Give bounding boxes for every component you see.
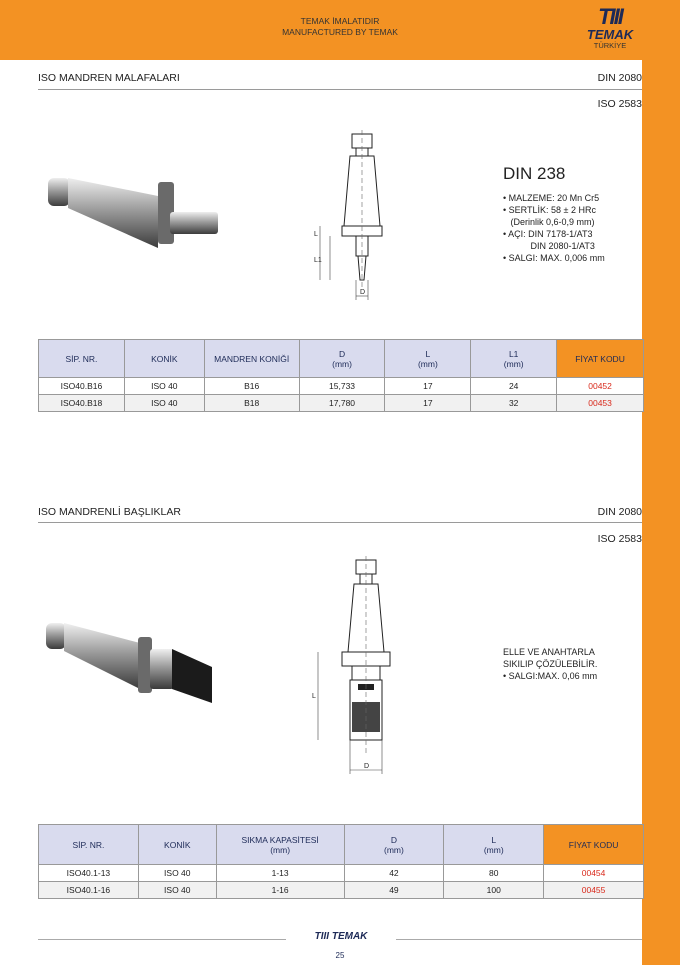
- section1-spec-line: (Derinlik 0,6-0,9 mm): [503, 217, 595, 227]
- col-header-l1: L1 (mm): [471, 340, 557, 378]
- cell-order-no: ISO40.1-16: [39, 882, 139, 899]
- section1-divider: [38, 89, 642, 90]
- col-header-order-no: SİP. NR.: [39, 340, 125, 378]
- cell-l: 80: [444, 865, 544, 882]
- section2-table: [38, 824, 644, 899]
- section1-spec-title: DIN 238: [503, 164, 566, 183]
- drawing2-label-l: L: [312, 693, 316, 700]
- table-row: [39, 378, 644, 395]
- cell-l1: 32: [471, 395, 557, 412]
- table-row: [39, 395, 644, 412]
- section2-title: ISO MANDRENLİ BAŞLIKLAR: [38, 506, 181, 518]
- footer-rule-right: [396, 939, 642, 940]
- section2-standard-din: DIN 2080: [597, 506, 642, 518]
- cell-d: 49: [344, 882, 444, 899]
- chuck-head-photo: [40, 615, 220, 715]
- col-header-d: D (mm): [344, 825, 444, 865]
- section1-spec: [503, 164, 605, 264]
- section2-divider: [38, 522, 642, 523]
- cell-price-code: 00454: [544, 865, 644, 882]
- cell-chuck-taper: B16: [204, 378, 299, 395]
- section1-spec-line: DIN 2080-1/AT3: [503, 241, 595, 251]
- section2-spec-line: ELLE VE ANAHTARLA: [503, 647, 595, 657]
- cell-l1: 24: [471, 378, 557, 395]
- section1-spec-line: • AÇI: DIN 7178-1/AT3: [503, 229, 593, 239]
- section1-title: ISO MANDREN MALAFALARI: [38, 72, 180, 84]
- col-header-l: L (mm): [444, 825, 544, 865]
- table-header-row: [39, 340, 644, 378]
- table-row: [39, 865, 644, 882]
- col-header-clamping-capacity: SIKMA KAPASİTESİ (mm): [216, 825, 344, 865]
- drawing1-label-d: D: [360, 289, 366, 296]
- drawing1-label-l: L: [314, 231, 318, 238]
- cell-d: 42: [344, 865, 444, 882]
- drawing2-label-d: D: [364, 763, 370, 770]
- section1-standard-din: DIN 2080: [597, 72, 642, 84]
- section2-spec: [503, 646, 597, 682]
- drawing1-label-l1: L1: [314, 257, 322, 264]
- section1-table: [38, 339, 644, 412]
- footer-logo: TIII TEMAK: [314, 931, 368, 942]
- cell-price-code: 00455: [544, 882, 644, 899]
- cell-taper: ISO 40: [124, 378, 204, 395]
- section2-standard-iso: ISO 2583: [597, 533, 642, 545]
- section1-spec-line: • MALZEME: 20 Mn Cr5: [503, 193, 600, 203]
- col-header-price-code: FİYAT KODU: [544, 825, 644, 865]
- temak-logo: [578, 6, 642, 51]
- cell-l: 17: [385, 378, 471, 395]
- table-header-row: [39, 825, 644, 865]
- cell-l: 100: [444, 882, 544, 899]
- page-number: 25: [335, 951, 345, 960]
- cell-d: 15,733: [299, 378, 385, 395]
- table-row: [39, 882, 644, 899]
- col-header-order-no: SİP. NR.: [39, 825, 139, 865]
- cell-clamping-capacity: 1-13: [216, 865, 344, 882]
- section1-spec-line: • SALGI: MAX. 0,006 mm: [503, 253, 605, 263]
- chuck-head-technical-drawing: [300, 556, 410, 776]
- footer-rule-left: [38, 939, 286, 940]
- cell-chuck-taper: B18: [204, 395, 299, 412]
- cell-order-no: ISO40.B16: [39, 378, 125, 395]
- section2-spec-line: • SALGI:MAX. 0,06 mm: [503, 671, 598, 681]
- cell-order-no: ISO40.B18: [39, 395, 125, 412]
- cell-clamping-capacity: 1-16: [216, 882, 344, 899]
- col-header-taper: KONİK: [138, 825, 216, 865]
- cell-taper: ISO 40: [124, 395, 204, 412]
- col-header-d: D (mm): [299, 340, 385, 378]
- col-header-chuck-taper: MANDREN KONİĞİ: [204, 340, 299, 378]
- col-header-price-code: FİYAT KODU: [557, 340, 644, 378]
- header-line-en: MANUFACTURED BY TEMAK: [282, 27, 398, 37]
- cell-l: 17: [385, 395, 471, 412]
- section1-spec-line: • SERTLİK: 58 ± 2 HRc: [503, 205, 596, 215]
- cell-price-code: 00453: [557, 395, 644, 412]
- cell-order-no: ISO40.1-13: [39, 865, 139, 882]
- right-orange-stripe: [642, 60, 680, 965]
- cell-taper: ISO 40: [138, 865, 216, 882]
- logo-country: TÜRKİYE: [593, 41, 627, 50]
- section1-standard-iso: ISO 2583: [597, 98, 642, 110]
- col-header-taper: KONİK: [124, 340, 204, 378]
- header-line-tr: TEMAK İMALATIDIR: [300, 16, 380, 26]
- logo-mark: TIII: [598, 4, 622, 29]
- section2-spec-line: SIKILIP ÇÖZÜLEBİLİR.: [503, 659, 598, 669]
- cell-price-code: 00452: [557, 378, 644, 395]
- cell-d: 17,780: [299, 395, 385, 412]
- cell-taper: ISO 40: [138, 882, 216, 899]
- logo-name: TEMAK: [586, 27, 634, 42]
- col-header-l: L (mm): [385, 340, 471, 378]
- arbor-technical-drawing: [300, 130, 410, 300]
- arbor-photo: [40, 168, 220, 263]
